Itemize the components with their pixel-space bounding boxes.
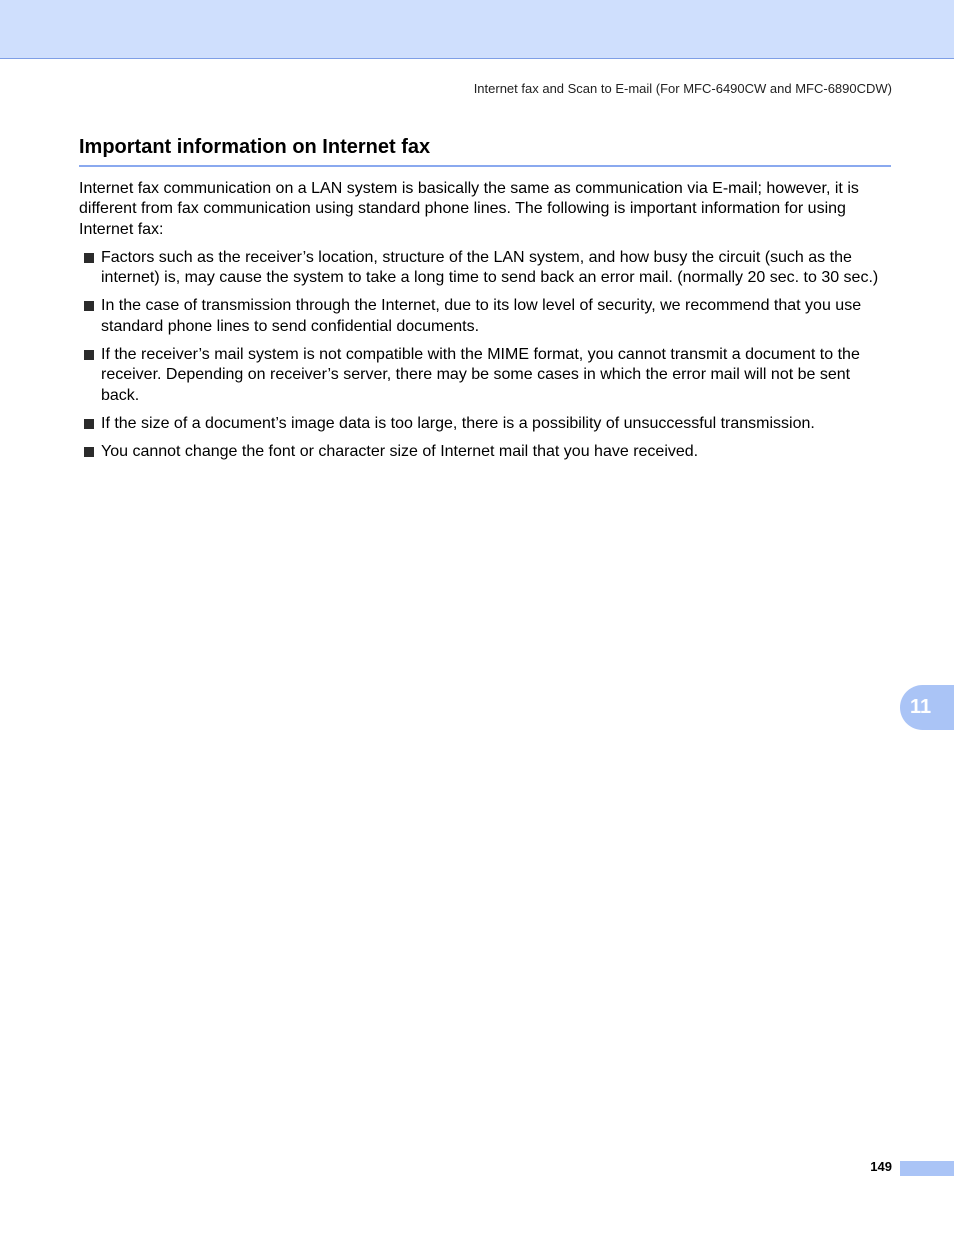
square-bullet-icon	[84, 301, 94, 311]
title-underline	[79, 165, 891, 167]
list-item	[79, 248, 891, 289]
intro-paragraph: Internet fax communication on a LAN system is basically the same as communication via E-mail; however, it is different from fax communication using standard phone lines. The following is important information for using Internet fax:	[79, 180, 859, 238]
square-bullet-icon	[84, 447, 94, 457]
square-bullet-icon	[84, 350, 94, 360]
bullet-list	[79, 248, 891, 470]
running-header: Internet fax and Scan to E-mail (For MFC-6490CW and MFC-6890CDW)	[473, 81, 892, 96]
list-item	[79, 442, 891, 462]
section-title: Important information on Internet fax	[79, 136, 431, 158]
list-item-text: Factors such as the receiver’s location, structure of the LAN system, and how busy the circuit (such as the internet) is, may cause the system to take a long time to send back an error mail. (normally 20 sec. to 30 sec.)	[101, 249, 879, 287]
chapter-tab: 11	[900, 685, 954, 730]
list-item-text: You cannot change the font or character size of Internet mail that you have received.	[101, 442, 699, 460]
page-number: 149	[870, 1159, 892, 1174]
list-item-text: If the receiver’s mail system is not compatible with the MIME format, you cannot transmit a document to the receiver. Depending on receiver’s server, there may be some cases in which the error mail will not be sent back.	[101, 345, 860, 404]
list-item	[79, 345, 891, 406]
list-item	[79, 414, 891, 434]
list-item-text: In the case of transmission through the Internet, due to its low level of security, we recommend that you use standard phone lines to send confidential documents.	[101, 297, 862, 335]
square-bullet-icon	[84, 253, 94, 263]
footer-band	[900, 1161, 954, 1176]
list-item-text: If the size of a document’s image data is too large, there is a possibility of unsuccessful transmission.	[101, 414, 815, 432]
header-band	[0, 0, 954, 59]
square-bullet-icon	[84, 419, 94, 429]
list-item	[79, 296, 891, 337]
